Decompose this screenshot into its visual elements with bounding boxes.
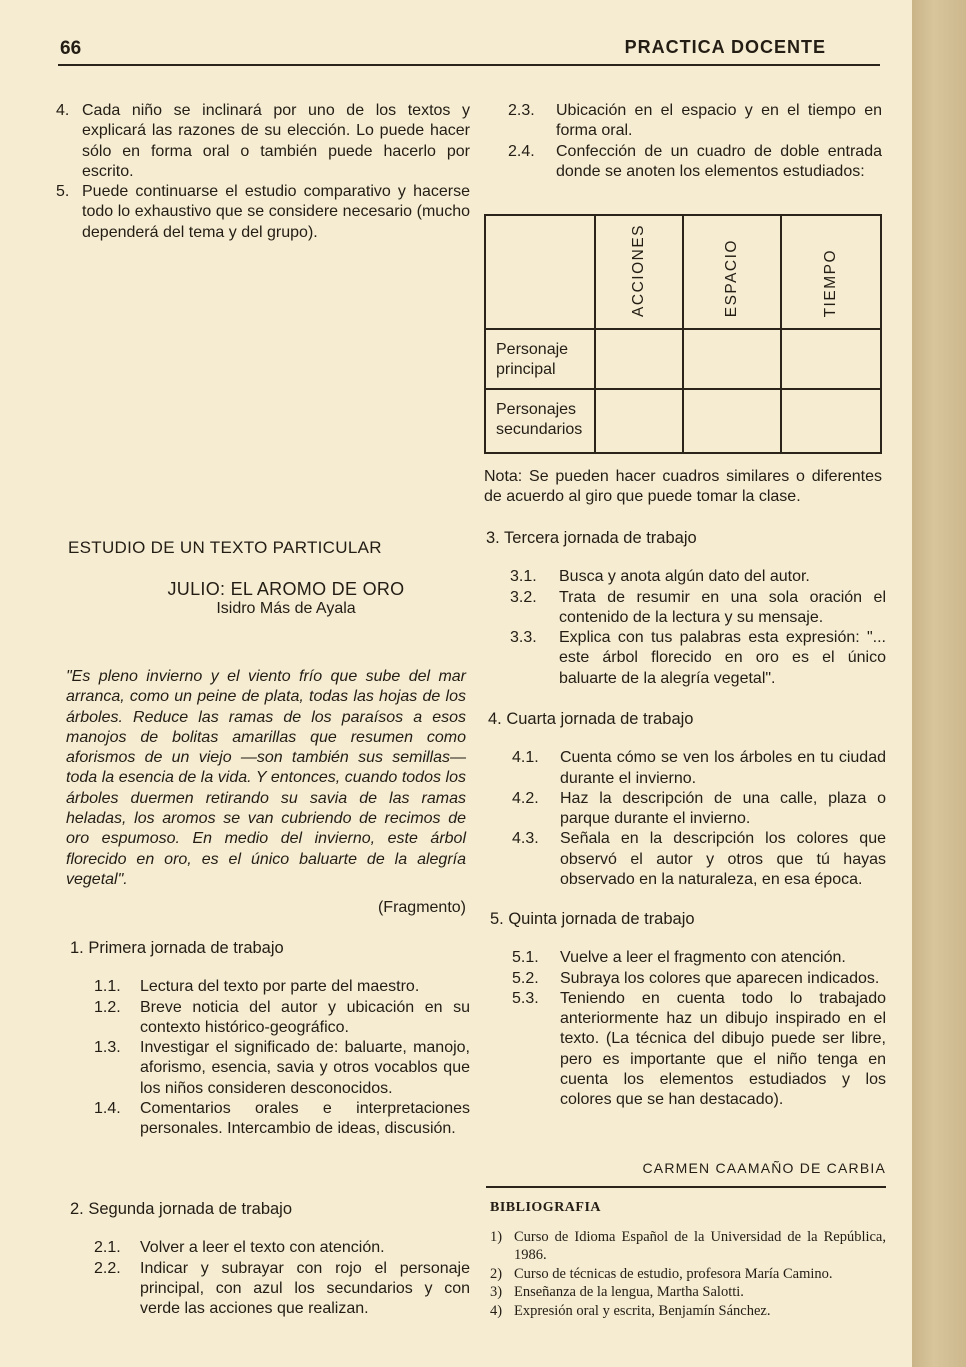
quote: "Es pleno invierno y el viento frío que sube del mar arranca, como un peine de plata, todas las hojas de los árboles. Reduce las ramas de los paraísos a esos manojos de bolitas amarillas que resumen como aforismos de un viejo —son también sus semillas— toda la esencia de la vida. Y entonces, cuando todos los árboles duermen retirando su savia de las ramas heladas, los aromos se van cubriendo de recimos de oro espumoso. En medio del invierno, este árbol florecido en oro, es el único baluarte de la alegría vegetal". [66,668,466,888]
list-item: 1.1. Lectura del texto por parte del maestro. [94,978,420,996]
list-item: 2.2. Indicar y subrayar con rojo el personaje principal, con azul los secundarios y con verde las acciones que realizan. [94,1259,470,1318]
list-item: 2.1. Volver a leer el texto con atención. [94,1239,385,1257]
section-4 [488,709,886,890]
list-item: 4.2. Haz la descripción de una calle, plaza o parque durante el invierno. [512,789,886,828]
right-top-list [508,101,882,182]
study-title: JULIO: EL AROMO DE ORO [167,579,405,599]
table-row-label: Personaje principal [485,329,595,389]
table-corner [485,215,595,329]
table-cell [595,389,683,453]
list-item: 4.1. Cuenta cómo se ven los árboles en tu ciudad durante el invierno. [512,749,886,787]
bibliography-heading: BIBLIOGRAFIA [490,1200,602,1215]
list-item: 5.2. Subraya los colores que aparecen indicados. [512,969,880,987]
section-heading: 3. Tercera jornada de trabajo [486,529,697,547]
list-item: 5. Puede continuarse el estudio comparativo y hacerse todo lo exhaustivo que se considere necesario (mucho dependerá del tema y del grupo). [56,183,470,241]
list-item: 2.3. Ubicación en el espacio y en el tiempo en forma oral. [508,102,882,140]
section-heading: 2. Segunda jornada de trabajo [70,1200,293,1218]
page-edge [912,0,966,1367]
list-item: 2.4. Confección de un cuadro de doble entrada donde se anoten los elementos estudiados: [508,142,882,180]
divider [486,1186,886,1188]
table-cell [683,389,781,453]
list-item: 1.2. Breve noticia del autor y ubicación en su contexto histórico-geográfico. [94,998,470,1036]
section-5 [490,909,886,1111]
table-note: Nota: Se pueden hacer cuadros similares o diferentes de acuerdo al giro que puede tomar la clase. [484,468,882,506]
list-item: 4.3. Señala en la descripción los colores que observó el autor y otros que tú hayas observado en la naturaleza, en esa época. [512,830,886,889]
section-2 [70,1199,470,1319]
table-row-label: Personajes secundarios [485,389,595,453]
list-item: 5.1. Vuelve a leer el fragmento con atención. [512,949,846,967]
fragment-label: (Fragmento) [377,899,466,916]
section-title: PRACTICA DOCENTE [624,37,826,57]
study-author: Isidro Más de Ayala [216,600,356,617]
list-item: 5.3. Teniendo en cuenta todo lo trabajado anteriormente haz un dibujo inspirado en el texto. (La técnica del dibujo puede ser libre, pero es importante que el niño tenga en cuenta los elementos estudiados y los colores que se han destacado). [512,989,886,1109]
section-heading: 1. Primera jornada de trabajo [70,939,284,957]
study-heading: ESTUDIO DE UN TEXTO PARTICULAR [68,538,382,557]
left-top-list [56,101,470,243]
list-item: 2) Curso de técnicas de estudio, profesora María Camino. [490,1265,833,1282]
table-header: TIEMPO [781,215,881,329]
author-signature: CARMEN CAAMAÑO DE CARBIA [642,1160,886,1176]
list-item: 3) Enseñanza de la lengua, Martha Salotti. [490,1284,744,1300]
list-item: 3.1. Busca y anota algún dato del autor. [510,568,810,586]
table-cell [781,389,881,453]
list-item: 1.3. Investigar el significado de: baluarte, manojo, aforismo, esencia, savia y otros vocablos que los niños consideren desconocidos. [94,1039,470,1097]
list-item: 3.3. Explica con tus palabras esta expresión: "... este árbol florecido en oro es el único baluarte de la alegría vegetal". [510,629,886,687]
list-item: 1.4. Comentarios orales e interpretaciones personales. Intercambio de ideas, discusión. [94,1100,470,1138]
list-item: 1) Curso de Idioma Español de la Universidad de la República, 1986. [490,1228,886,1263]
table-cell [595,329,683,389]
double-entry-table [484,214,882,454]
list-item: 4) Expresión oral y escrita, Benjamín Sánchez. [490,1302,771,1319]
table-cell [781,329,881,389]
section-1 [70,938,470,1140]
table-header: ESPACIO [683,215,781,329]
table-header: ACCIONES [595,215,683,329]
list-item: 4. Cada niño se inclinará por uno de los textos y explicará las razones de su elección. Lo puede hacer sólo en forma oral o también puede hacerlo por escrito. [56,102,470,180]
section-heading: 5. Quinta jornada de trabajo [490,910,695,928]
table-cell [683,329,781,389]
page-number: 66 [60,38,82,59]
section-3 [486,528,886,689]
header-rule [58,64,880,66]
list-item: 3.2. Trata de resumir en una sola oración el contenido de la lectura y su mensaje. [510,588,886,626]
section-heading: 4. Cuarta jornada de trabajo [488,710,694,728]
bibliography [490,1199,886,1320]
